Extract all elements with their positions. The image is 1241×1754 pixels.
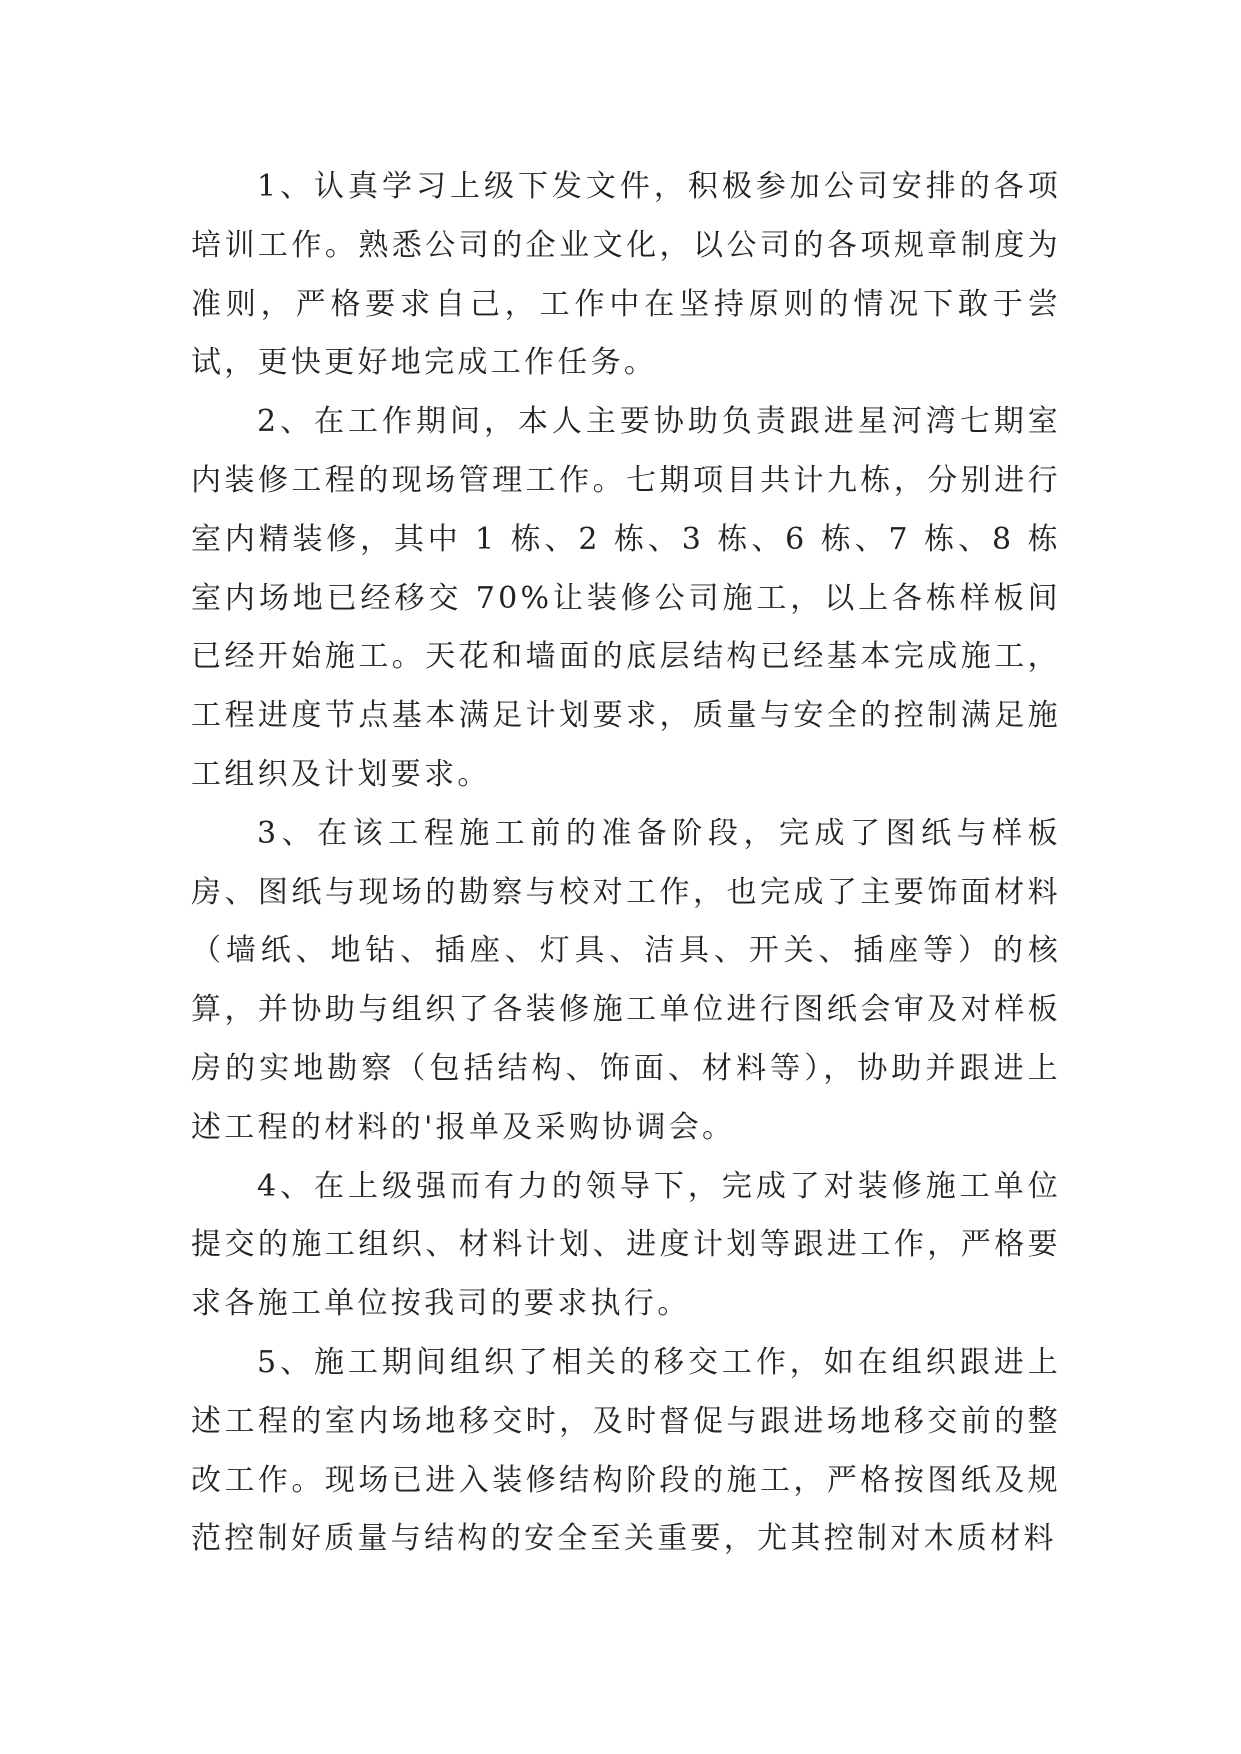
paragraph-1: 1、认真学习上级下发文件，积极参加公司安排的各项培训工作。熟悉公司的企业文化，以公司的各项规章制度为准则，严格要求自己，工作中在坚持原则的情况下敢于尝试，更快更好地完成工作任务。 [191, 169, 1061, 381]
paragraph-2: 2、在工作期间，本人主要协助负责跟进星河湾七期室内装修工程的现场管理工作。七期项目共计九栋，分别进行室内精装修，其中 1 栋、2 栋、3 栋、6 栋、7 栋、8 栋室内场地已经移交 70%让装修公司施工，以上各栋样板间已经开始施工。天花和墙面的底层结构已经基本完成施工，工程进度节点基本满足计划要求，质量与安全的控制满足施工组织及计划要求。 [191, 404, 1061, 792]
paragraph-4: 4、在上级强而有力的领导下，完成了对装修施工单位提交的施工组织、材料计划、进度计划等跟进工作，严格要求各施工单位按我司的要求执行。 [191, 1168, 1061, 1322]
paragraph-3: 3、在该工程施工前的准备阶段，完成了图纸与样板房、图纸与现场的勘察与校对工作，也完成了主要饰面材料（墙纸、地钻、插座、灯具、洁具、开关、插座等）的核算，并协助与组织了各装修施工单位进行图纸会审及对样板房的实地勘察（包括结构、饰面、材料等），协助并跟进上述工程的材料的'报单及采购协调会。 [191, 815, 1061, 1145]
document-body [191, 158, 1061, 1569]
paragraph-5: 5、施工期间组织了相关的移交工作，如在组织跟进上述工程的室内场地移交时，及时督促与跟进场地移交前的整改工作。现场已进入装修结构阶段的施工，严格按图纸及规范控制好质量与结构的安全至关重要，尤其控制对木质材料 [191, 1344, 1061, 1557]
